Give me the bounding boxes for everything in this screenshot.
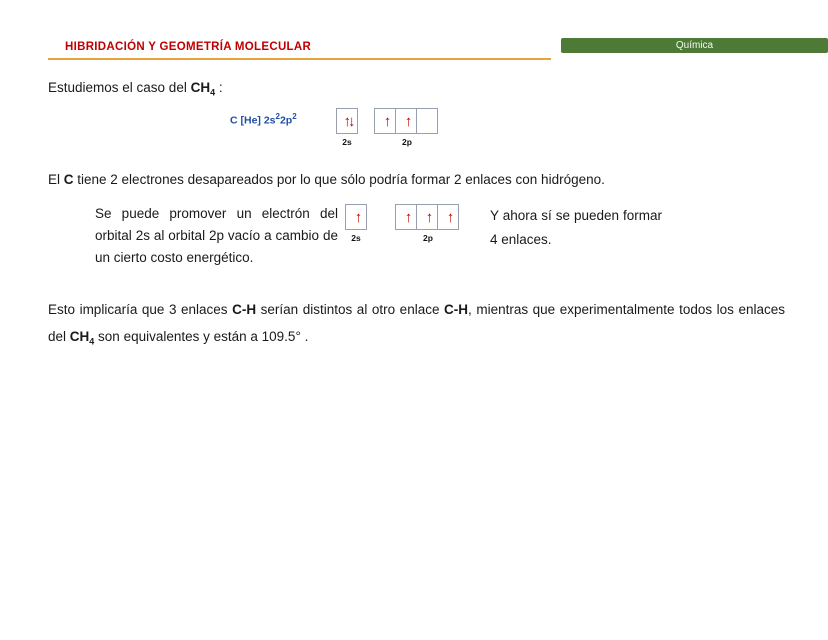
paragraph-text: tiene 2 electrones desapareados por lo que sólo podría formar 2 enlaces con hidrógeno.	[73, 172, 605, 187]
page-title: HIBRIDACIÓN Y GEOMETRÍA MOLECULAR	[65, 41, 312, 53]
orbital-label-2p: 2p	[423, 233, 433, 243]
orbital-box-2p-1	[374, 108, 396, 134]
config-text-2: 2p	[279, 114, 293, 127]
title-underline	[48, 58, 551, 60]
bold-ch-bond-1: C-H	[232, 302, 257, 317]
electron-arrow-2p-2: ↑	[425, 208, 431, 226]
orbital-diagram-ground-state	[336, 108, 438, 147]
orbital-box-2p-2	[416, 204, 438, 230]
config-superscript-2: 2	[292, 112, 297, 121]
formula-subscript: 4	[89, 336, 95, 347]
electron-arrow-2p-3: ↑	[446, 208, 452, 226]
paragraph-text: Esto implicaría que 3 enlaces	[48, 302, 233, 317]
orbital-box-2s	[345, 204, 367, 230]
orbital-box-2p-2	[395, 108, 417, 134]
orbital-box-2s	[336, 108, 358, 134]
formula-text: CH	[190, 80, 211, 95]
formula-subscript: 4	[210, 87, 216, 98]
promotion-result: Y ahora sí se pueden formar 4 enlaces.	[490, 208, 662, 247]
orbital-box-row	[345, 204, 459, 230]
bold-ch-bond-2: C-H	[444, 302, 469, 317]
config-text-1: C [He] 2s	[230, 114, 276, 127]
intro-text: Estudiemos el caso del	[48, 80, 191, 95]
paragraph-text: El	[48, 172, 64, 187]
promotion-explanation: Se puede promover un electrón del orbital 2s al orbital 2p vacío a cambio de un cierto costo energético.	[95, 206, 338, 265]
conclusion-paragraph	[48, 296, 785, 356]
subject-badge: Química	[561, 38, 828, 53]
formula-text: CH	[69, 329, 90, 344]
orbital-box-row	[336, 108, 438, 134]
orbital-label-2s: 2s	[342, 137, 352, 147]
intro-paragraph	[48, 78, 223, 103]
orbital-diagram-promoted-state	[345, 204, 459, 243]
electron-arrow-2s: ↑	[354, 208, 360, 226]
paragraph-text: son equivalentes y están a 109.5° .	[94, 329, 309, 344]
config-superscript-1: 2	[275, 112, 280, 121]
paragraph-text: , mientras que experimentalmente todos los enlaces del	[48, 302, 785, 344]
orbital-box-2p-3	[416, 108, 438, 134]
orbital-box-2p-1	[395, 204, 417, 230]
intro-colon: :	[215, 80, 223, 95]
orbital-label-2p: 2p	[402, 137, 412, 147]
orbital-box-2p-3	[437, 204, 459, 230]
electron-arrow-2p-1: ↑	[383, 112, 389, 130]
electron-arrow-2p-1: ↑	[404, 208, 410, 226]
electron-arrow-2p-2: ↑	[404, 112, 410, 130]
formula-ch4	[190, 80, 216, 98]
orbital-label-2s: 2s	[351, 233, 361, 243]
electron-configuration-label	[230, 112, 297, 127]
bold-carbon: C	[63, 172, 74, 187]
paragraph-unpaired-electrons	[48, 170, 605, 190]
formula-ch4	[69, 329, 95, 347]
paragraph-text: serían distintos al otro enlace	[256, 302, 445, 317]
electron-arrows-2s: ↑↓	[343, 112, 353, 130]
